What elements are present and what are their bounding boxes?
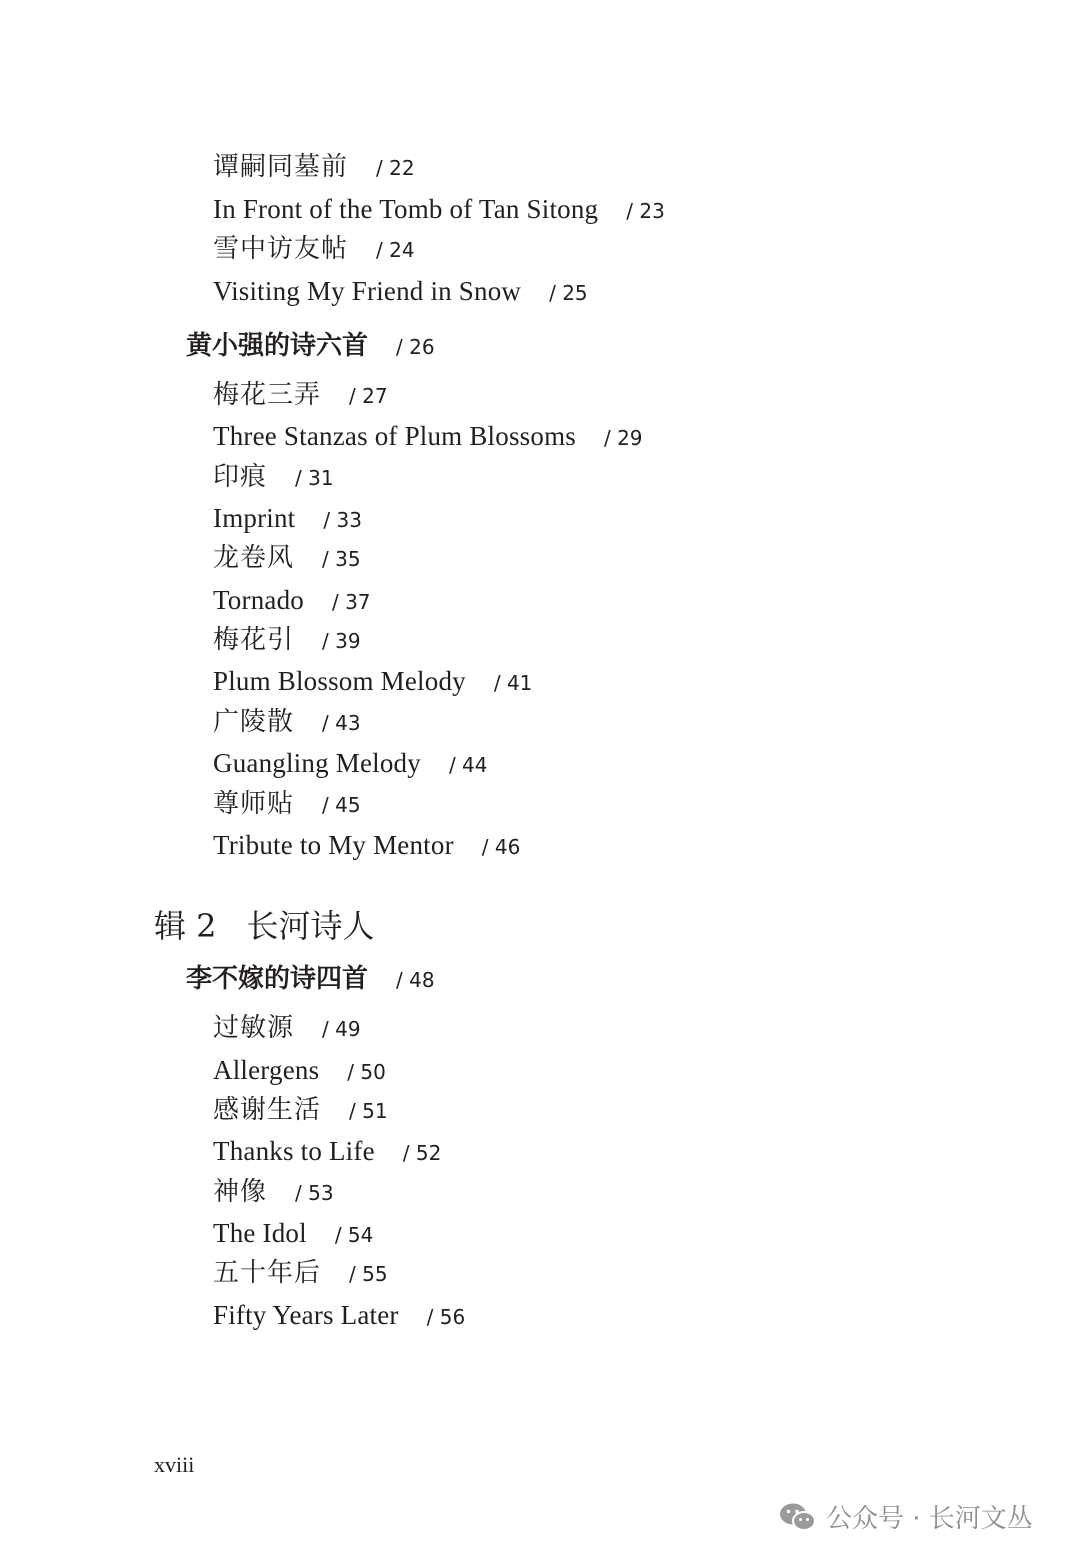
entry-title: 五十年后 [213,1258,322,1288]
group-title: 李不嫁的诗四首 [186,964,369,994]
entry-title: 梅花引 [213,625,295,655]
entry-page: / 35 [322,547,361,571]
toc-group-heading[interactable] [186,962,435,997]
entry-title: Fifty Years Later [213,1300,399,1330]
entry-page: / 41 [493,671,533,695]
section-name: 长河诗人 [246,907,375,945]
group-page: / 48 [396,968,435,992]
entry-page: / 24 [376,238,415,262]
toc-entry[interactable] [213,1298,465,1334]
toc-entry[interactable] [213,501,362,537]
entry-page: / 39 [322,629,361,653]
entry-page: / 27 [349,384,388,408]
entry-page: / 44 [448,753,488,777]
entry-title: Imprint [213,503,296,533]
toc-entry[interactable] [213,541,361,576]
toc-entry[interactable] [213,1134,441,1170]
entry-page: / 56 [426,1305,466,1329]
entry-title: Visiting My Friend in Snow [213,276,522,306]
toc-entry[interactable] [213,192,665,228]
entry-page: / 29 [603,426,643,450]
toc-entry[interactable] [213,150,415,185]
entry-page: / 31 [295,466,334,490]
toc-entry[interactable] [213,419,643,455]
entry-page: / 22 [376,156,415,180]
toc-entry[interactable] [213,1256,388,1291]
toc-entry[interactable] [213,460,334,495]
toc-entry[interactable] [213,232,415,267]
toc-entry[interactable] [213,623,361,658]
entry-title: The Idol [213,1218,307,1248]
section-label: 辑 2 [154,907,217,945]
toc-entry[interactable] [213,787,361,822]
entry-page: / 45 [322,793,361,817]
entry-page: / 37 [331,590,371,614]
entry-page: / 53 [295,1181,334,1205]
entry-title: Thanks to Life [213,1136,375,1166]
toc-entry[interactable] [213,1093,388,1128]
page-number: xviii [154,1452,195,1477]
toc-entry[interactable] [213,583,371,619]
toc-entry[interactable] [213,378,388,413]
entry-title: 龙卷风 [213,543,295,573]
entry-title: Tornado [213,585,304,615]
toc-entry[interactable] [213,828,520,864]
entry-page: / 33 [323,508,362,532]
entry-title: Three Stanzas of Plum Blossoms [213,421,576,451]
entry-title: 尊师贴 [213,789,295,819]
entry-title: 神像 [213,1177,268,1207]
entry-title: Tribute to My Mentor [213,830,454,860]
entry-title: 谭嗣同墓前 [213,152,349,182]
entry-title: 广陵散 [213,707,295,737]
entry-page: / 50 [347,1060,386,1084]
entry-page: / 46 [481,835,521,859]
toc-entry[interactable] [213,1011,361,1046]
entry-title: Guangling Melody [213,748,421,778]
toc-entry[interactable] [213,274,588,310]
toc-entry[interactable] [213,705,361,740]
entry-page: / 25 [549,281,588,305]
toc-entry[interactable] [213,1216,373,1252]
entry-page: / 54 [334,1223,374,1247]
entry-title: In Front of the Tomb of Tan Sitong [213,194,599,224]
entry-title: 印痕 [213,462,268,492]
entry-page: / 49 [322,1017,361,1041]
entry-page: / 55 [349,1262,388,1286]
entry-title: Allergens [213,1055,320,1085]
section-heading[interactable] [154,906,375,946]
group-page: / 26 [396,335,435,359]
toc-entry[interactable] [213,1053,386,1089]
wechat-icon [778,1501,818,1533]
watermark [778,1498,1033,1535]
entry-page: / 23 [626,199,665,223]
toc-entry[interactable] [213,664,532,700]
entry-title: 梅花三弄 [213,380,322,410]
group-title: 黄小强的诗六首 [186,331,369,361]
entry-title: Plum Blossom Melody [213,666,466,696]
entry-title: 感谢生活 [213,1095,322,1125]
toc-group-heading[interactable] [186,329,435,364]
entry-page: / 52 [402,1141,442,1165]
entry-page: / 51 [349,1099,388,1123]
entry-page: / 43 [322,711,361,735]
toc-entry[interactable] [213,746,487,782]
toc-entry[interactable] [213,1175,334,1210]
entry-title: 雪中访友帖 [213,234,349,264]
entry-title: 过敏源 [213,1013,295,1043]
watermark-text: 公众号 · 长河文丛 [826,1504,1033,1534]
